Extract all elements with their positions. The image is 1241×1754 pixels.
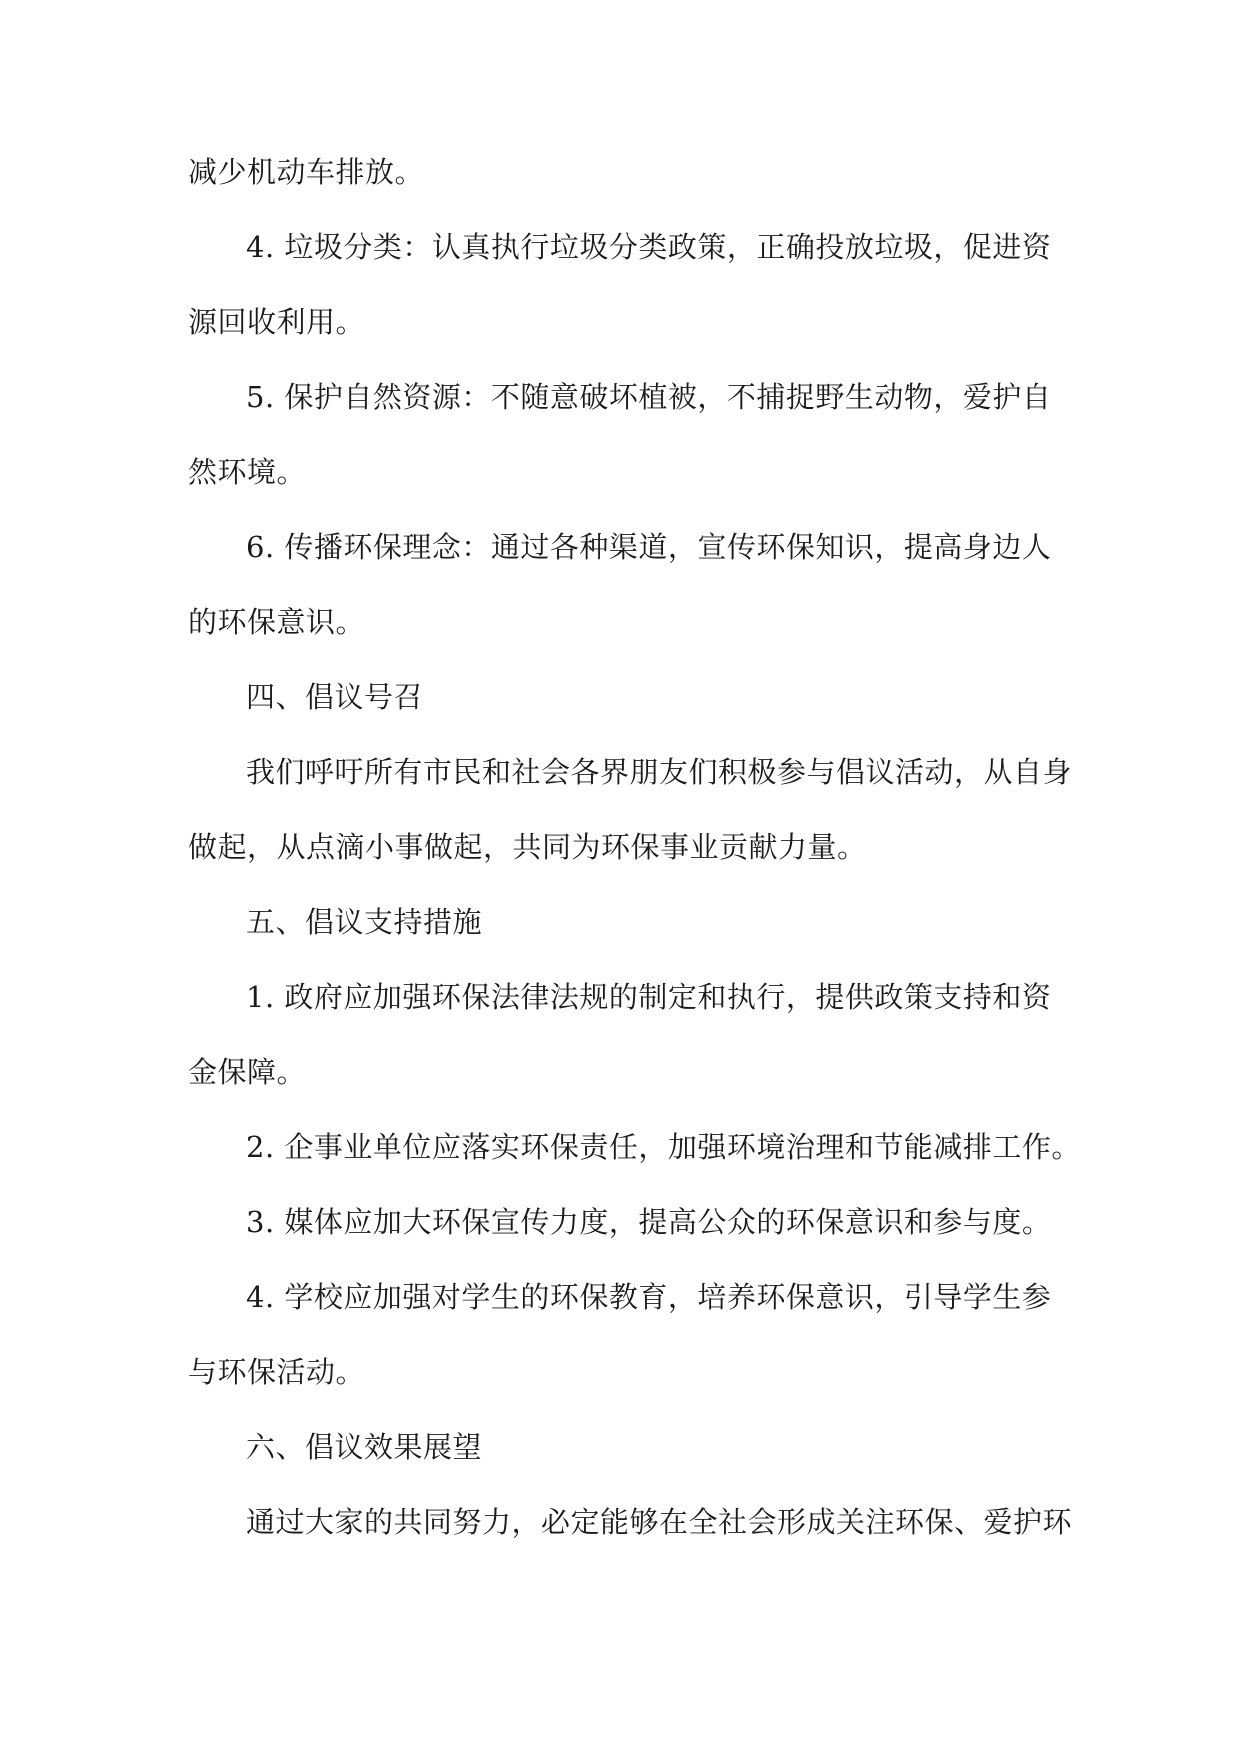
measure-2: 2. 企事业单位应落实环保责任，加强环境治理和节能减排工作。 (246, 1130, 1081, 1164)
measure-1-line-2: 金保障。 (188, 1055, 307, 1089)
measure-1-line-1: 1. 政府应加强环保法律法规的制定和执行，提供政策支持和资 (246, 980, 1052, 1014)
text-line: 减少机动车排放。 (188, 155, 425, 189)
list-item-6-line-2: 的环保意识。 (188, 605, 366, 639)
list-item-5-line-2: 然环境。 (188, 455, 307, 489)
paragraph-line-1: 我们呼吁所有市民和社会各界朋友们积极参与倡议活动，从自身 (246, 755, 1073, 789)
section-heading-5: 五、倡议支持措施 (246, 905, 483, 939)
paragraph-line-2: 做起，从点滴小事做起，共同为环保事业贡献力量。 (188, 830, 867, 864)
list-item-4-line-2: 源回收利用。 (188, 305, 366, 339)
outlook-paragraph-line-1: 通过大家的共同努力，必定能够在全社会形成关注环保、爱护环 (246, 1505, 1073, 1539)
measure-3: 3. 媒体应加大环保宣传力度，提高公众的环保意识和参与度。 (246, 1205, 1052, 1239)
list-item-4-line-1: 4. 垃圾分类：认真执行垃圾分类政策，正确投放垃圾，促进资 (246, 230, 1052, 264)
list-item-6-line-1: 6. 传播环保理念：通过各种渠道，宣传环保知识，提高身边人 (246, 530, 1052, 564)
measure-4-line-1: 4. 学校应加强对学生的环保教育，培养环保意识，引导学生参 (246, 1280, 1052, 1314)
measure-4-line-2: 与环保活动。 (188, 1355, 366, 1389)
section-heading-4: 四、倡议号召 (246, 680, 424, 714)
list-item-5-line-1: 5. 保护自然资源：不随意破坏植被，不捕捉野生动物，爱护自 (246, 380, 1052, 414)
section-heading-6: 六、倡议效果展望 (246, 1430, 483, 1464)
